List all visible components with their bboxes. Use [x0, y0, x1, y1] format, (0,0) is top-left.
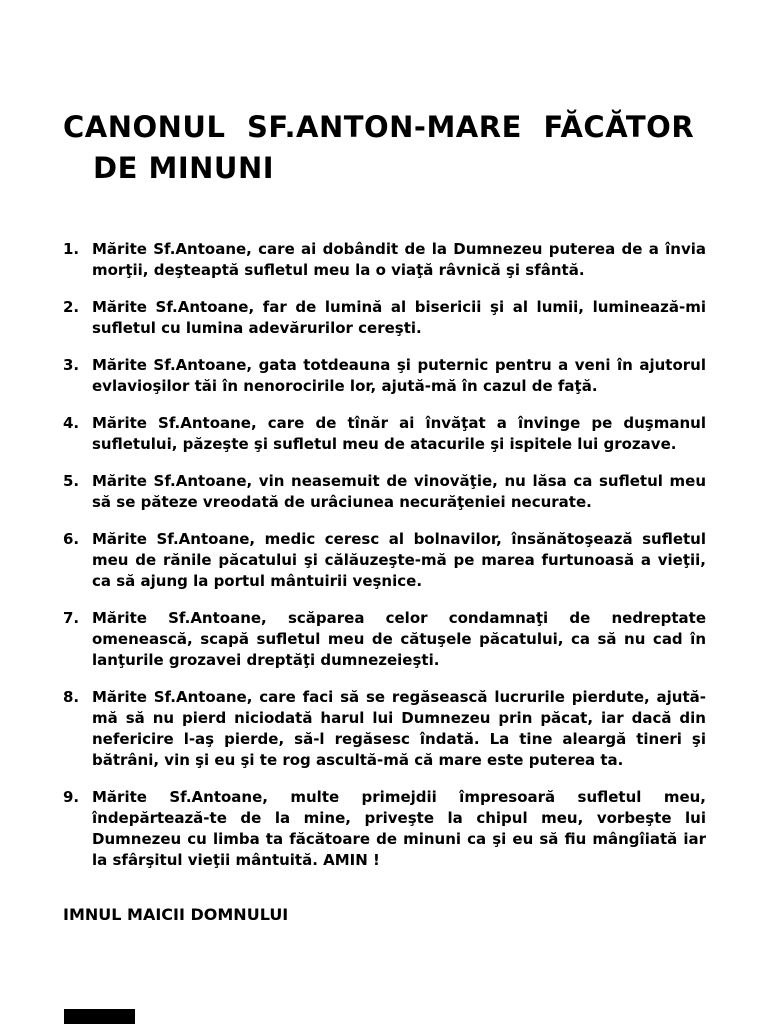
item-number: 1.	[63, 240, 80, 259]
list-item	[63, 608, 706, 671]
item-text: Mărite Sf.Antoane, vin neasemuit de vinovăţie, nu lăsa ca sufletul meu să se păteze vreodată de urâciunea necurăţeniei necurate.	[92, 472, 706, 512]
list-item	[63, 529, 706, 592]
list-item	[63, 471, 706, 513]
list-item	[63, 687, 706, 771]
section-heading: IMNUL MAICII DOMNULUI	[63, 905, 289, 925]
item-number: 3.	[63, 356, 80, 375]
page-title	[63, 107, 706, 189]
page-title-line1: CANONUL SF.ANTON-MARE FĂCĂTOR	[63, 110, 695, 145]
canon-list	[63, 239, 706, 871]
item-number: 9.	[63, 788, 80, 807]
list-item	[63, 297, 706, 339]
item-number: 5.	[63, 472, 80, 491]
item-text: Mărite Sf.Antoane, scăparea celor condamnaţi de nedreptate omenească, scapă sufletul meu de cătuşele păcatului, ca să nu cad în lanţurile grozavei dreptăţi dumnezeieşti.	[92, 609, 706, 670]
item-number: 8.	[63, 688, 80, 707]
item-number: 4.	[63, 414, 80, 433]
item-number: 7.	[63, 609, 80, 628]
item-number: 2.	[63, 298, 80, 317]
item-text: Mărite Sf.Antoane, care faci să se regăsească lucrurile pierdute, ajută-mă să nu pierd niciodată harul lui Dumnezeu prin păcat, iar dacă din nefericire l-aş pierde, să-l regăsesc îndată. La tine aleargă tineri şi bătrâni, vin şi eu şi te rog ascultă-mă că mare este puterea ta.	[92, 688, 706, 770]
scan-artifact-mark	[64, 1009, 135, 1024]
item-text: Mărite Sf.Antoane, medic ceresc al bolnavilor, însănătoşează sufletul meu de rănile păcatului şi călăuzeşte-mă pe marea furtunoasă a vieţii, ca să ajung la portul mântuirii veşnice.	[92, 530, 706, 591]
page-title-line2: DE MINUNI	[93, 151, 275, 186]
list-item	[63, 239, 706, 281]
list-item	[63, 787, 706, 871]
item-text: Mărite Sf.Antoane, multe primejdii împresoară sufletul meu, îndepărtează-te de la mine, priveşte la chipul meu, vorbeşte lui Dumnezeu cu limba ta făcătoare de minuni ca şi eu să fiu mângîiată iar la sfârşitul vieţii mântuită. AMIN !	[92, 788, 706, 870]
item-number: 6.	[63, 530, 80, 549]
item-text: Mărite Sf.Antoane, care de tînăr ai învăţat a învinge pe duşmanul sufletului, păzeşte şi sufletul meu de atacurile şi ispitele lui grozave.	[92, 414, 706, 454]
item-text: Mărite Sf.Antoane, care ai dobândit de la Dumnezeu puterea de a învia morţii, deşteaptă sufletul meu la o viaţă râvnică şi sfântă.	[92, 240, 706, 280]
list-item	[63, 355, 706, 397]
item-text: Mărite Sf.Antoane, far de lumină al bisericii şi al lumii, luminează-mi sufletul cu lumina adevărurilor cereşti.	[92, 298, 706, 338]
list-item	[63, 413, 706, 455]
item-text: Mărite Sf.Antoane, gata totdeauna şi puternic pentru a veni în ajutorul evlavioşilor tăi în nenorocirile lor, ajută-mă în cazul de faţă.	[92, 356, 706, 396]
